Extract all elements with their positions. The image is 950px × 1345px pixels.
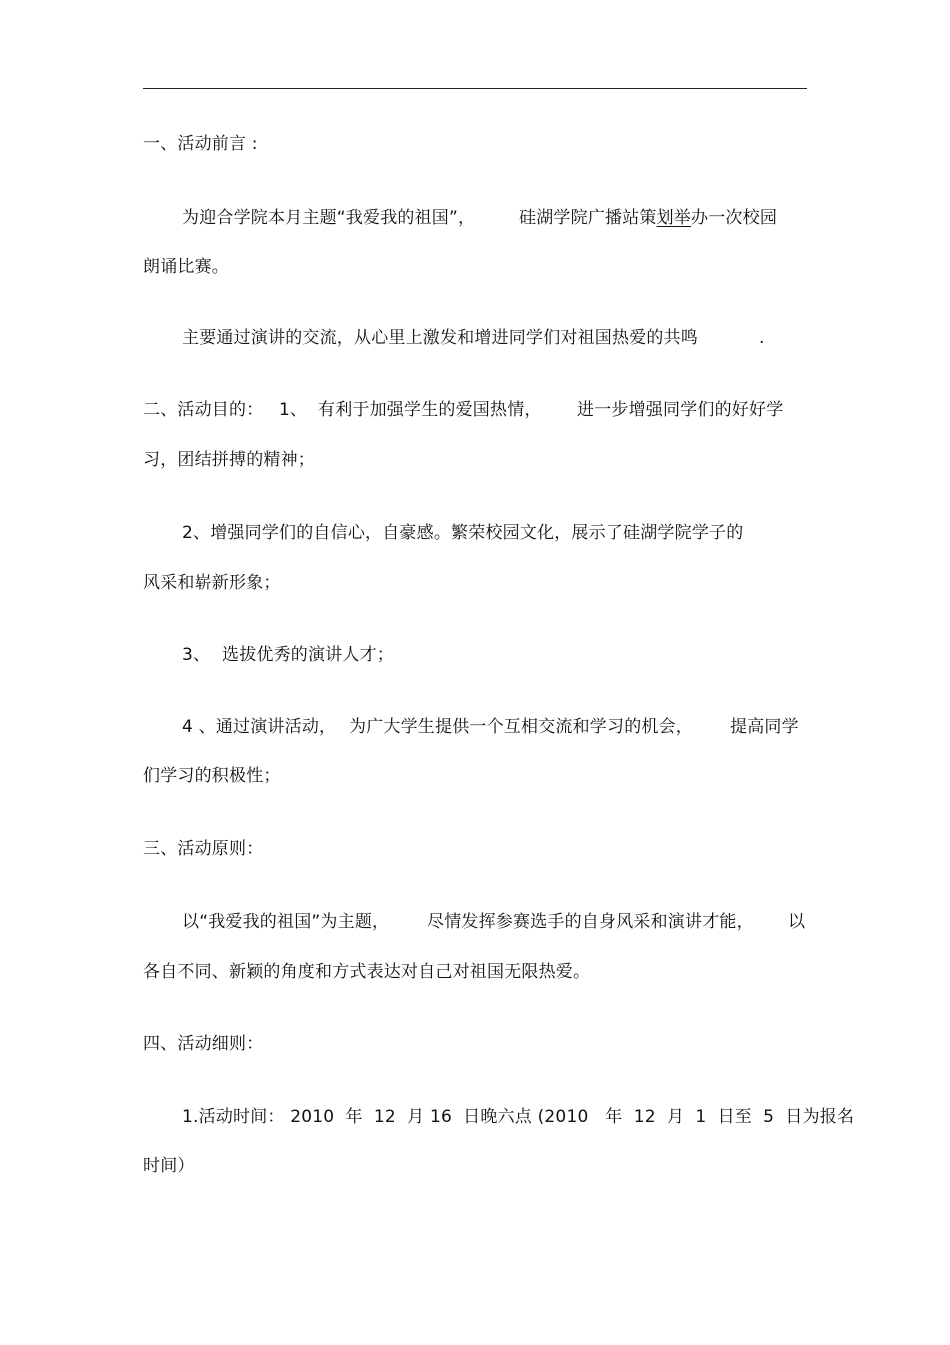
purpose-item-4-c: 提高同学 [730, 717, 799, 737]
section-heading-preface: 一、活动前言 : [143, 134, 258, 154]
purpose-item-1-b: 进一步增强同学们的好好学 [577, 400, 784, 420]
purpose-item-4-a: 4 、通过演讲活动， [182, 717, 337, 737]
paragraph-preface-line1b [519, 207, 777, 229]
paragraph-preface-line2: 朗诵比赛。 [143, 257, 229, 277]
principle-c: 以 [788, 912, 806, 932]
section-heading-purpose: 二、活动目的： [143, 400, 264, 420]
purpose-item-2-line1: 2、增强同学们的自信心，自豪感。繁荣校园文化，展示了硅湖学院学子的 [182, 523, 744, 543]
detail-time-line2: 时间） [143, 1156, 195, 1176]
detail-time-line1: 1.活动时间： 2010 年 12 月 16 日晚六点 (2010 年 12 月 1 日至 5 日为报名 [182, 1107, 855, 1127]
purpose-item-4-line2: 们学习的积极性； [143, 766, 281, 786]
principle-line2: 各自不同、新颖的角度和方式表达对自己对祖国无限热爱。 [143, 962, 591, 982]
section-heading-principle: 三、活动原则： [143, 839, 264, 859]
header-rule [143, 88, 807, 89]
section-heading-details: 四、活动细则： [143, 1034, 264, 1054]
purpose-item-number-3: 3、 [182, 645, 211, 665]
text-run: 办一次校园 [691, 208, 778, 228]
purpose-item-4-b: 为广大学生提供一个互相交流和学习的机会， [349, 717, 693, 737]
purpose-item-3: 选拔优秀的演讲人才； [222, 645, 394, 665]
purpose-item-2-line2: 风采和崭新形象； [143, 573, 281, 593]
paragraph-aim-text: 主要通过演讲的交流，从心里上激发和增进同学们对祖国热爱的共鸣 [182, 328, 698, 348]
purpose-item-number-1: 1、 [279, 400, 308, 420]
paragraph-preface-line1a: 为迎合学院本月主题“我爱我的祖国”， [182, 208, 476, 228]
underlined-text: 划举 [656, 208, 692, 228]
text-run: 硅湖学院广播站策 [519, 208, 657, 228]
principle-a: 以“我爱我的祖国”为主题， [182, 912, 390, 932]
purpose-item-1-line2: 习，团结拼搏的精神； [143, 450, 315, 470]
principle-b: 尽情发挥参赛选手的自身风采和演讲才能， [427, 912, 754, 932]
paragraph-aim-period: . [759, 328, 765, 348]
purpose-item-1-a: 有利于加强学生的爱国热情， [318, 400, 542, 420]
